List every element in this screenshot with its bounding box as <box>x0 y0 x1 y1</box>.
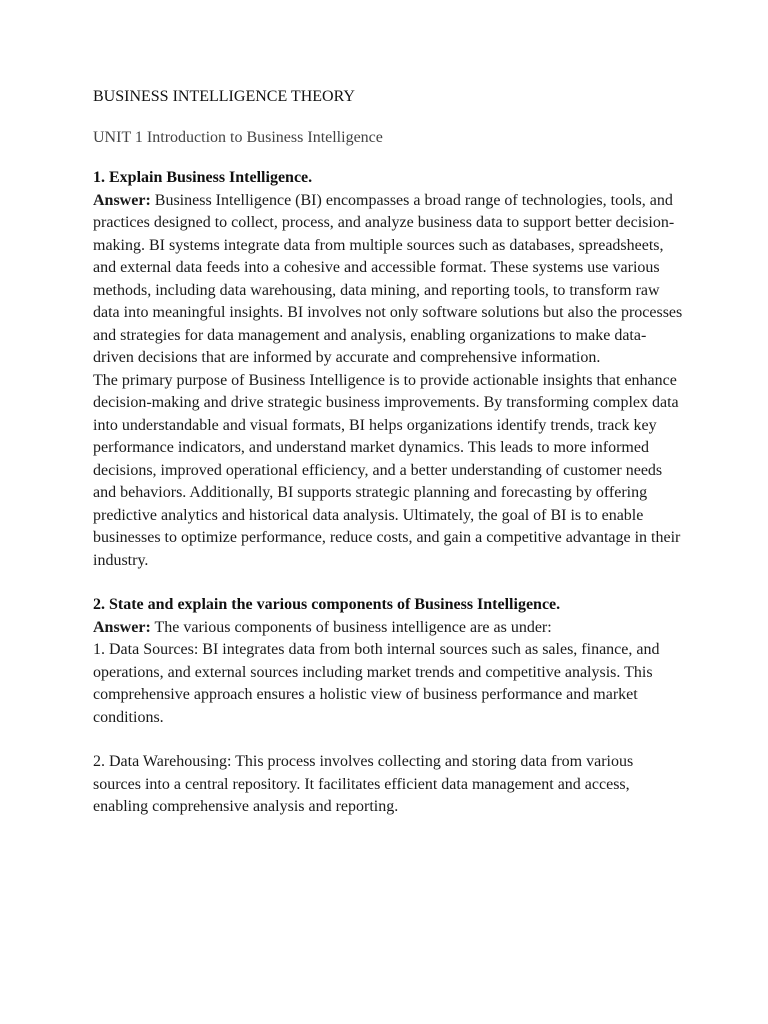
question-1-answer <box>93 190 683 370</box>
unit-title: UNIT 1 Introduction to Business Intelligence <box>93 128 383 146</box>
answer-label: Answer: <box>93 618 151 636</box>
question-1-heading: 1. Explain Business Intelligence. <box>93 169 313 186</box>
document-title: BUSINESS INTELLIGENCE THEORY <box>93 88 355 105</box>
answer-text: The various components of business intelligence are as under: <box>150 618 552 636</box>
document-page <box>93 86 683 819</box>
question-2-heading: 2. State and explain the various components of Business Intelligence. <box>93 596 561 613</box>
component-item-data-sources: 1. Data Sources: BI integrates data from both internal sources such as sales, finance, and operations, and external sources including market trends and competitive analysis. This comprehensive approach ensures a holistic view of business performance and market conditions. <box>93 641 660 726</box>
question-2-answer <box>93 617 683 640</box>
component-item-data-warehousing: 2. Data Warehousing: This process involves collecting and storing data from various sources into a central repository. It facilitates efficient data management and access, enabling comprehensive analysis and reporting. <box>93 753 634 815</box>
answer-text: Business Intelligence (BI) encompasses a broad range of technologies, tools, and practices designed to collect, process, and analyze business data to support better decision-making. BI systems integrate data from multiple sources such as databases, spreadsheets, and external data feeds into a cohesive and accessible format. These systems use various methods, including data warehousing, data mining, and reporting tools, to transform raw data into meaningful insights. BI involves not only software solutions but also the processes and strategies for data management and analysis, enabling organizations to make data-driven decisions that are informed by accurate and comprehensive information. <box>93 191 683 366</box>
question-1-paragraph-2: The primary purpose of Business Intelligence is to provide actionable insights that enhance decision-making and drive strategic business improvements. By transforming complex data into understandable and visual formats, BI helps organizations identify trends, track key performance indicators, and understand market dynamics. This leads to more informed decisions, improved operational efficiency, and a better understanding of customer needs and behaviors. Additionally, BI supports strategic planning and forecasting by offering predictive analytics and historical data analysis. Ultimately, the goal of BI is to enable businesses to optimize performance, reduce costs, and gain a competitive advantage in their industry. <box>93 371 681 569</box>
answer-label: Answer: <box>93 191 151 209</box>
paragraph-spacer <box>93 729 683 751</box>
